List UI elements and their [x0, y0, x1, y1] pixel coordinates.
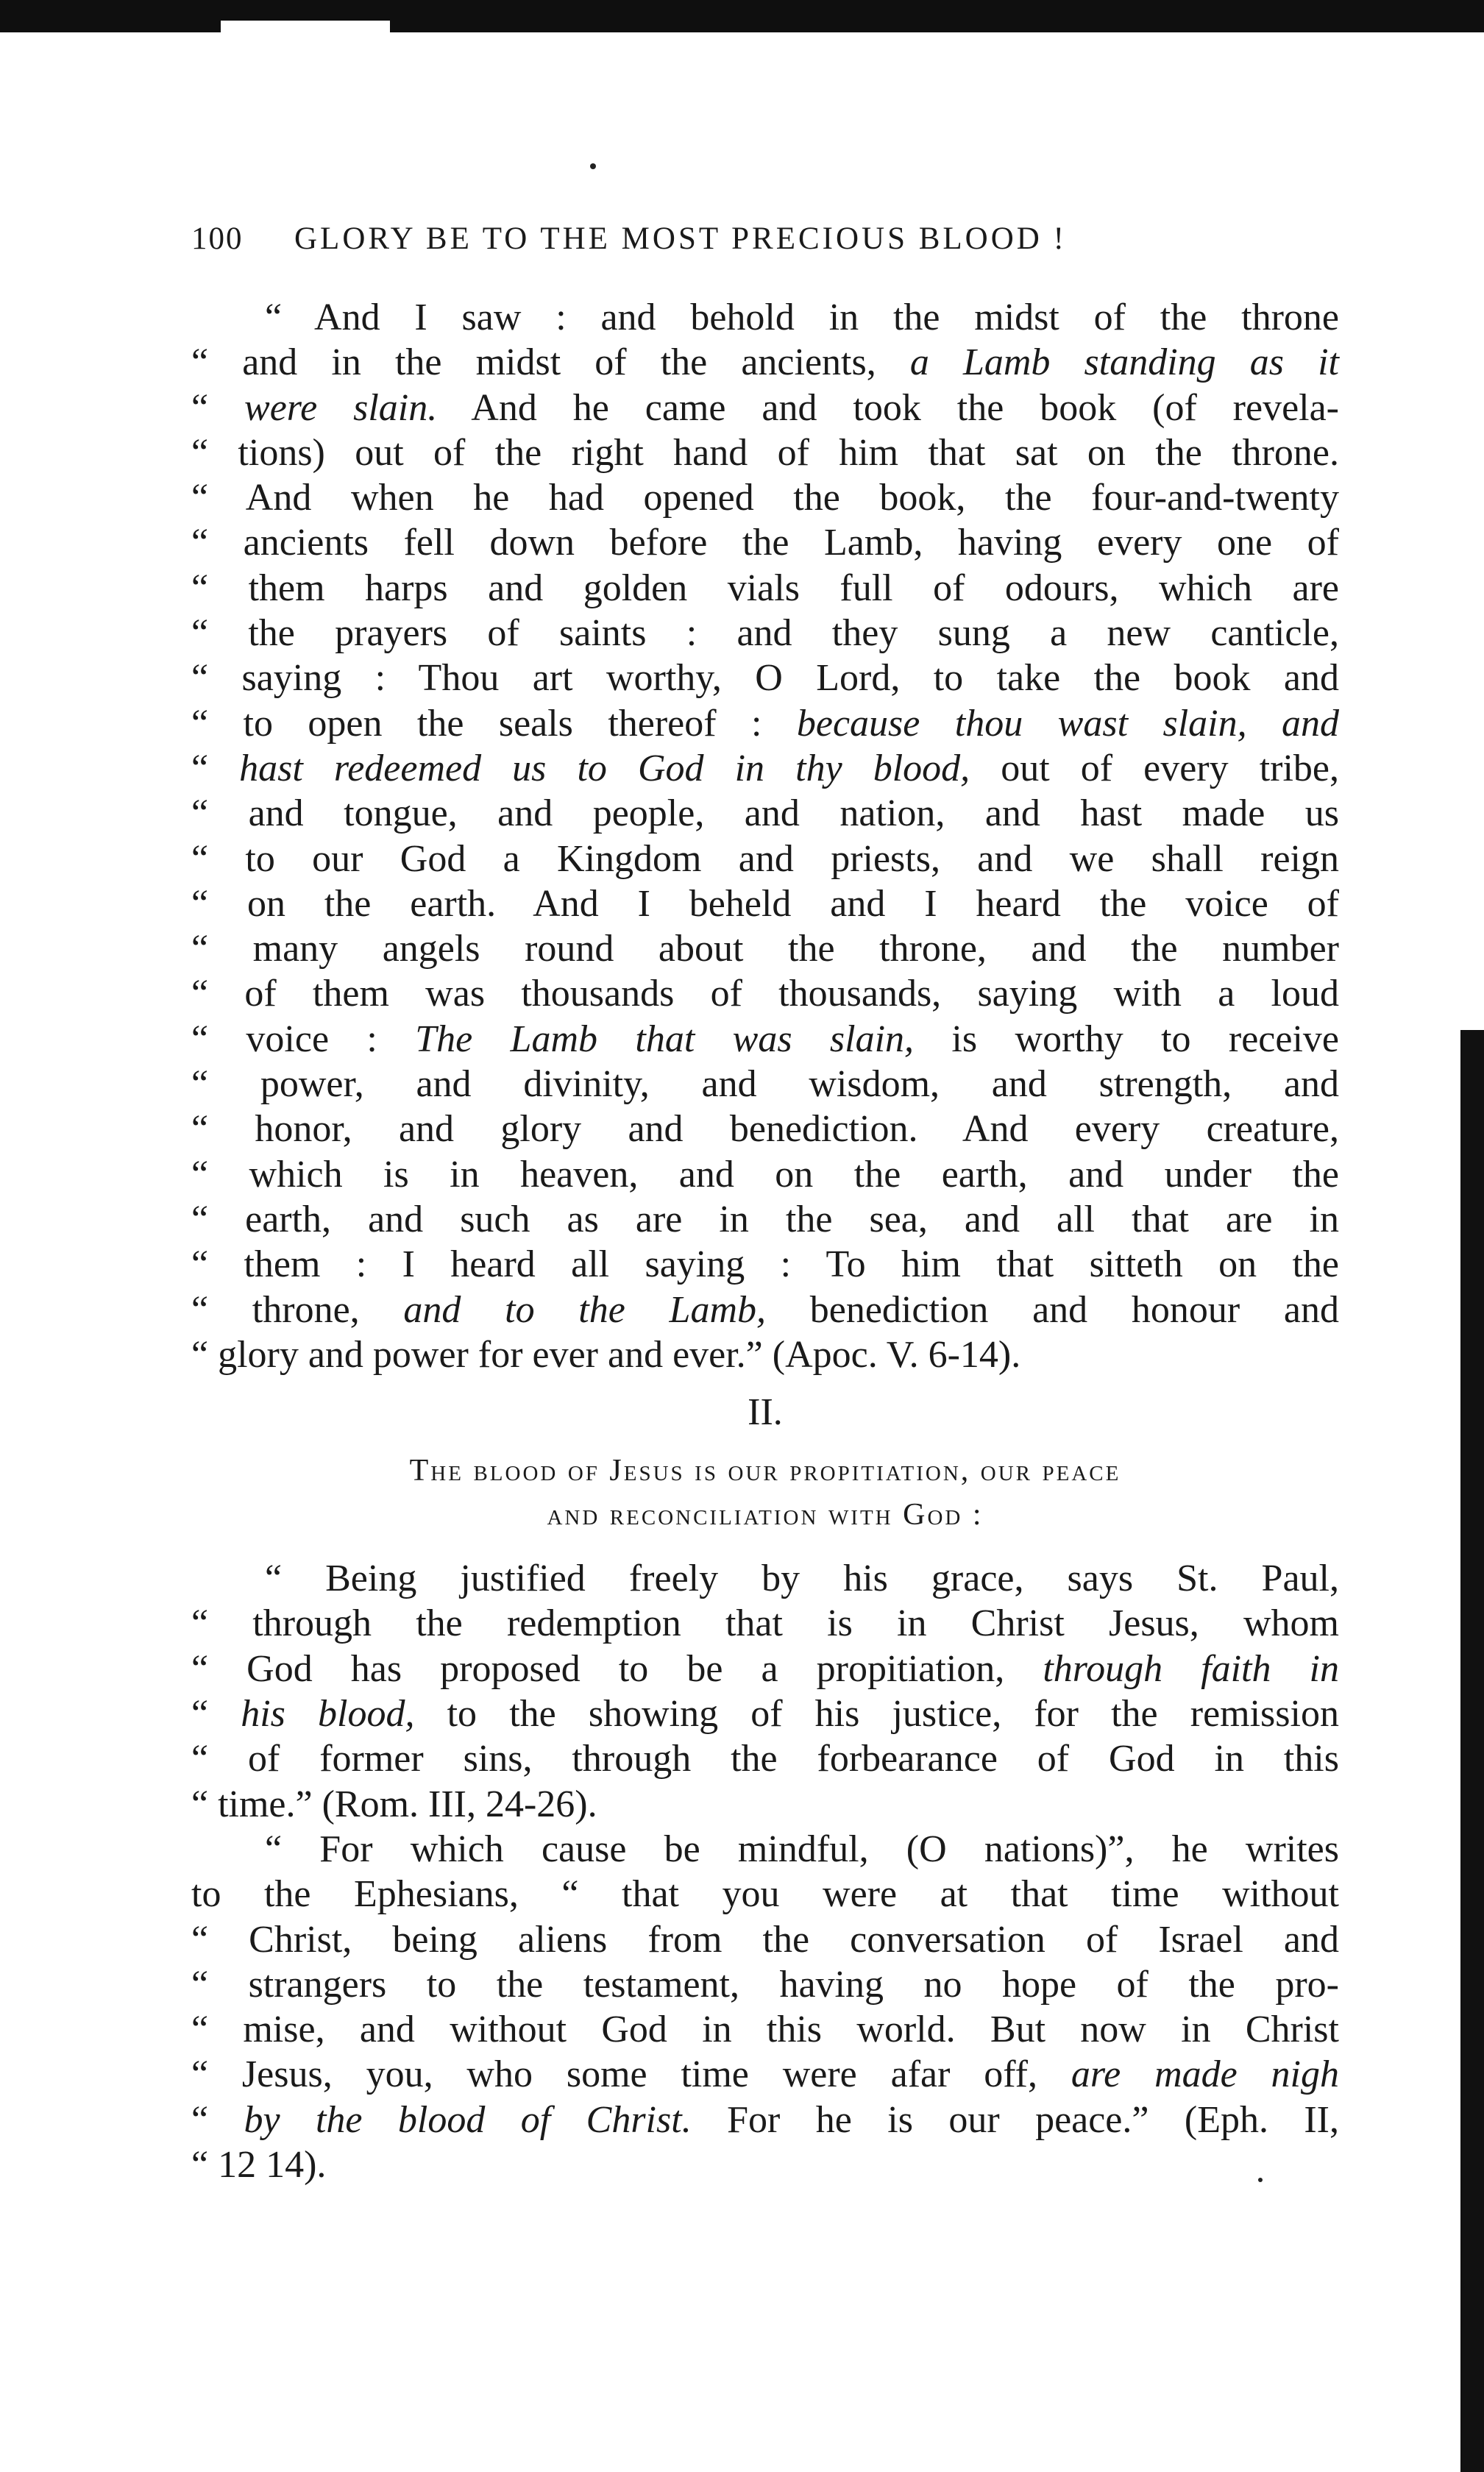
running-title: GLORY BE TO THE MOST PRECIOUS BLOOD !: [294, 221, 1067, 256]
italic-text: are made nigh: [1071, 2053, 1340, 2096]
page-number: 100: [191, 221, 244, 256]
text-run: “ time.” (Rom. III, 24-26).: [191, 1783, 597, 1825]
text-run: “: [191, 747, 240, 789]
text-run: “ tions) out of the right hand of him that sat on the throne.: [191, 431, 1339, 474]
italic-text: his blood,: [241, 1693, 415, 1736]
text-line: [191, 1827, 1339, 1872]
page-header: [191, 221, 1339, 257]
text-line: [191, 837, 1339, 881]
text-run: “ earth, and such as are in the sea, and all that are in: [191, 1198, 1339, 1240]
text-run: “ For which cause be mindful, (O nations)”, he writes: [265, 1828, 1339, 1870]
text-run: “ many angels round about the throne, and the number: [191, 928, 1339, 970]
text-line: [191, 926, 1339, 971]
text-run: “ to open the seals thereof :: [191, 702, 797, 745]
scan-border-notch: [221, 21, 390, 32]
text-run: And he came and took the book (of revela-: [437, 386, 1340, 429]
text-run: “ Christ, being aliens from the conversation of Israel and: [191, 1918, 1339, 1961]
text-line: [191, 1601, 1339, 1646]
text-line: [191, 1107, 1339, 1151]
quotation-apocalypse: [191, 295, 1339, 1377]
italic-text: and to the Lamb,: [403, 1288, 767, 1331]
text-line: [191, 746, 1339, 791]
text-line: [191, 566, 1339, 611]
text-run: “ And when he had opened the book, the four-and-twenty: [191, 477, 1339, 519]
text-line: [191, 1288, 1339, 1332]
text-run: For he is our peace.” (Eph. II,: [691, 2098, 1339, 2141]
text-run: “ glory and power for ever and ever.” (Apoc. V. 6-14).: [191, 1333, 1021, 1376]
text-line: [191, 701, 1339, 746]
section-heading: [191, 1449, 1339, 1537]
text-run: “ which is in heaven, and on the earth, and under the: [191, 1153, 1339, 1196]
text-run: “: [191, 2098, 244, 2141]
text-line: [191, 971, 1339, 1016]
text-line: [191, 1062, 1339, 1107]
text-line: [191, 2098, 1339, 2142]
text-line: [191, 386, 1339, 430]
text-run: “ Jesus, you, who some time were afar off,: [191, 2053, 1071, 2096]
italic-text: were slain.: [244, 386, 438, 429]
text-run: “ mise, and without God in this world. But now in Christ: [191, 2009, 1339, 2051]
text-line: [191, 1872, 1339, 1917]
text-line: [191, 1691, 1339, 1736]
text-line: [191, 340, 1339, 385]
italic-text: hast redeemed us to God in thy blood,: [239, 747, 970, 789]
text-run: “ them : I heard all saying : To him that sitteth on the: [191, 1243, 1339, 1286]
text-line: [191, 2007, 1339, 2052]
text-run: “ strangers to the testament, having no hope of the pro-: [191, 1963, 1339, 2006]
text-run: “ throne,: [191, 1288, 404, 1331]
text-line: [191, 791, 1339, 836]
italic-text: because thou wast slain, and: [796, 702, 1340, 745]
text-run: is worthy to receive: [914, 1017, 1339, 1060]
text-line: [191, 430, 1339, 475]
text-line: [191, 295, 1339, 340]
text-line: [191, 2142, 1339, 2187]
text-run: “ honor, and glory and benediction. And every creature,: [191, 1108, 1339, 1151]
italic-text: The Lamb that was slain,: [415, 1017, 915, 1060]
text-run: “ and in the midst of the ancients,: [191, 341, 910, 384]
text-run: out of every tribe,: [970, 747, 1339, 789]
paragraph: [191, 1827, 1339, 2187]
text-run: “ saying : Thou art worthy, O Lord, to take the book and: [191, 657, 1339, 700]
paragraph: [191, 295, 1339, 1377]
text-line: [191, 1917, 1339, 1962]
text-run: “ ancients fell down before the Lamb, having every one of: [191, 522, 1339, 564]
section-heading-line: The blood of Jesus is our propitiation, our peace: [409, 1454, 1121, 1488]
text-line: [191, 1962, 1339, 2007]
text-run: “: [191, 1693, 241, 1736]
text-line: [191, 1736, 1339, 1781]
text-line: [191, 1242, 1339, 1287]
text-line: [191, 1152, 1339, 1197]
text-run: “ of them was thousands of thousands, saying with a loud: [191, 973, 1339, 1015]
text-line: [191, 520, 1339, 565]
text-run: “ on the earth. And I beheld and I heard the voice of: [191, 882, 1339, 925]
text-run: “ And I saw : and behold in the midst of the throne: [265, 296, 1339, 338]
scan-right-edge: [1460, 1030, 1484, 2472]
section-heading-line: and reconciliation with God :: [547, 1498, 984, 1532]
text-line: [191, 1647, 1339, 1691]
text-line: [191, 1556, 1339, 1601]
text-run: “ voice :: [191, 1017, 416, 1060]
text-run: “ God has proposed to be a propitiation,: [191, 1647, 1043, 1690]
paragraph: [191, 1556, 1339, 1827]
text-run: “ Being justified freely by his grace, says St. Paul,: [265, 1558, 1339, 1600]
text-run: “ of former sins, through the forbearance of God in this: [191, 1738, 1339, 1780]
text-line: [191, 1017, 1339, 1062]
text-line: [191, 881, 1339, 926]
text-run: to the showing of his justice, for the remission: [414, 1693, 1339, 1736]
italic-text: through faith in: [1043, 1647, 1339, 1690]
text-line: [191, 611, 1339, 656]
ink-speck: [590, 163, 596, 169]
italic-text: by the blood of Christ.: [244, 2098, 692, 2141]
text-line: [191, 656, 1339, 700]
text-line: [191, 2052, 1339, 2097]
section-number: II.: [748, 1391, 783, 1434]
text-run: benediction and honour and: [766, 1288, 1339, 1331]
text-run: “: [191, 386, 245, 429]
text-line: [191, 1332, 1339, 1377]
text-run: “ to our God a Kingdom and priests, and we shall reign: [191, 837, 1339, 880]
text-line: [191, 1197, 1339, 1242]
book-page: [191, 221, 1339, 2187]
text-run: “ 12 14).: [191, 2143, 327, 2186]
quotation-epistles: [191, 1556, 1339, 2187]
text-run: to the Ephesians, “ that you were at that time without: [191, 1873, 1339, 1916]
text-line: [191, 475, 1339, 520]
text-run: “ through the redemption that is in Christ Jesus, whom: [191, 1602, 1339, 1645]
text-line: [191, 1782, 1339, 1827]
text-run: “ and tongue, and people, and nation, and hast made us: [191, 792, 1339, 835]
text-run: “ power, and divinity, and wisdom, and strength, and: [191, 1063, 1339, 1106]
italic-text: a Lamb standing as it: [909, 341, 1340, 384]
text-run: “ the prayers of saints : and they sung a new canticle,: [191, 612, 1339, 655]
text-run: “ them harps and golden vials full of odours, which are: [191, 566, 1339, 609]
